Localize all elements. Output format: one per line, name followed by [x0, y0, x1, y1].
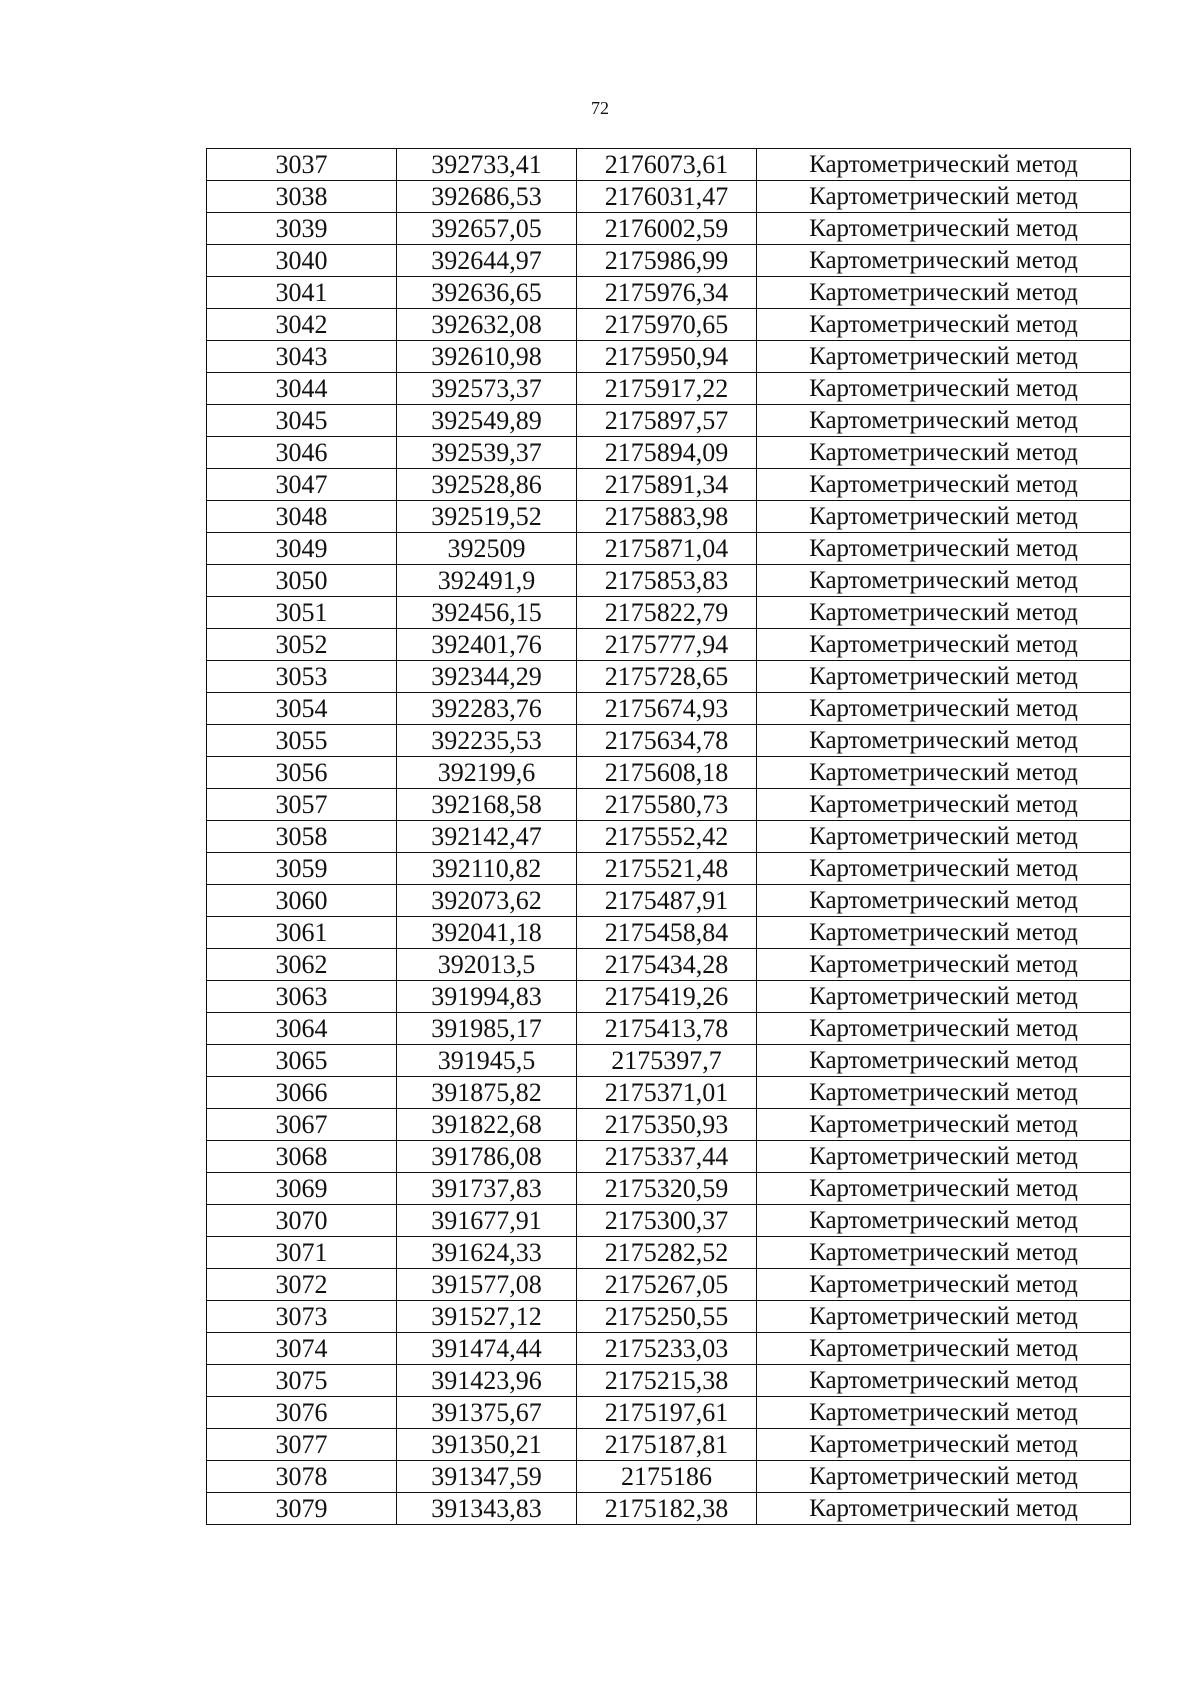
point-number-cell: 3072 — [207, 1269, 397, 1301]
table-row — [207, 757, 1131, 789]
y-coordinate-cell: 2176002,59 — [577, 213, 757, 245]
x-coordinate-cell: 392013,5 — [397, 949, 577, 981]
method-cell: Картометрический метод — [757, 789, 1131, 821]
method-cell: Картометрический метод — [757, 149, 1131, 181]
method-cell: Картометрический метод — [757, 981, 1131, 1013]
x-coordinate-cell: 391624,33 — [397, 1237, 577, 1269]
y-coordinate-cell: 2175487,91 — [577, 885, 757, 917]
point-number-cell: 3078 — [207, 1461, 397, 1493]
point-number-cell: 3056 — [207, 757, 397, 789]
x-coordinate-cell: 392491,9 — [397, 565, 577, 597]
method-cell: Картометрический метод — [757, 757, 1131, 789]
point-number-cell: 3066 — [207, 1077, 397, 1109]
method-cell: Картометрический метод — [757, 277, 1131, 309]
method-cell: Картометрический метод — [757, 1205, 1131, 1237]
x-coordinate-cell: 392509 — [397, 533, 577, 565]
table-row — [207, 405, 1131, 437]
x-coordinate-cell: 391350,21 — [397, 1429, 577, 1461]
table-row — [207, 917, 1131, 949]
y-coordinate-cell: 2175580,73 — [577, 789, 757, 821]
method-cell: Картометрический метод — [757, 309, 1131, 341]
table-body — [207, 149, 1131, 1525]
point-number-cell: 3076 — [207, 1397, 397, 1429]
y-coordinate-cell: 2175282,52 — [577, 1237, 757, 1269]
x-coordinate-cell: 391527,12 — [397, 1301, 577, 1333]
point-number-cell: 3057 — [207, 789, 397, 821]
table-row — [207, 245, 1131, 277]
x-coordinate-cell: 391343,83 — [397, 1493, 577, 1525]
point-number-cell: 3077 — [207, 1429, 397, 1461]
method-cell: Картометрический метод — [757, 1301, 1131, 1333]
y-coordinate-cell: 2175320,59 — [577, 1173, 757, 1205]
point-number-cell: 3071 — [207, 1237, 397, 1269]
x-coordinate-cell: 392528,86 — [397, 469, 577, 501]
y-coordinate-cell: 2175215,38 — [577, 1365, 757, 1397]
point-number-cell: 3049 — [207, 533, 397, 565]
method-cell: Картометрический метод — [757, 213, 1131, 245]
point-number-cell: 3037 — [207, 149, 397, 181]
y-coordinate-cell: 2175728,65 — [577, 661, 757, 693]
y-coordinate-cell: 2175371,01 — [577, 1077, 757, 1109]
point-number-cell: 3064 — [207, 1013, 397, 1045]
point-number-cell: 3058 — [207, 821, 397, 853]
point-number-cell: 3063 — [207, 981, 397, 1013]
method-cell: Картометрический метод — [757, 1269, 1131, 1301]
y-coordinate-cell: 2176073,61 — [577, 149, 757, 181]
y-coordinate-cell: 2175897,57 — [577, 405, 757, 437]
x-coordinate-cell: 392733,41 — [397, 149, 577, 181]
table-row — [207, 469, 1131, 501]
method-cell: Картометрический метод — [757, 597, 1131, 629]
method-cell: Картометрический метод — [757, 917, 1131, 949]
table-row — [207, 533, 1131, 565]
point-number-cell: 3070 — [207, 1205, 397, 1237]
table-row — [207, 373, 1131, 405]
point-number-cell: 3055 — [207, 725, 397, 757]
table-row — [207, 181, 1131, 213]
table-row — [207, 1173, 1131, 1205]
table-row — [207, 853, 1131, 885]
table-row — [207, 1045, 1131, 1077]
method-cell: Картометрический метод — [757, 1461, 1131, 1493]
y-coordinate-cell: 2175521,48 — [577, 853, 757, 885]
x-coordinate-cell: 391423,96 — [397, 1365, 577, 1397]
method-cell: Картометрический метод — [757, 1493, 1131, 1525]
point-number-cell: 3061 — [207, 917, 397, 949]
x-coordinate-cell: 392632,08 — [397, 309, 577, 341]
table-row — [207, 1141, 1131, 1173]
x-coordinate-cell: 392041,18 — [397, 917, 577, 949]
table-row — [207, 149, 1131, 181]
method-cell: Картометрический метод — [757, 1237, 1131, 1269]
y-coordinate-cell: 2175674,93 — [577, 693, 757, 725]
y-coordinate-cell: 2175976,34 — [577, 277, 757, 309]
y-coordinate-cell: 2175233,03 — [577, 1333, 757, 1365]
y-coordinate-cell: 2175434,28 — [577, 949, 757, 981]
y-coordinate-cell: 2175917,22 — [577, 373, 757, 405]
x-coordinate-cell: 392235,53 — [397, 725, 577, 757]
table-row — [207, 1237, 1131, 1269]
point-number-cell: 3079 — [207, 1493, 397, 1525]
point-number-cell: 3069 — [207, 1173, 397, 1205]
y-coordinate-cell: 2175300,37 — [577, 1205, 757, 1237]
method-cell: Картометрический метод — [757, 1429, 1131, 1461]
point-number-cell: 3044 — [207, 373, 397, 405]
point-number-cell: 3045 — [207, 405, 397, 437]
point-number-cell: 3048 — [207, 501, 397, 533]
table-row — [207, 1429, 1131, 1461]
method-cell: Картометрический метод — [757, 853, 1131, 885]
y-coordinate-cell: 2175458,84 — [577, 917, 757, 949]
y-coordinate-cell: 2175822,79 — [577, 597, 757, 629]
method-cell: Картометрический метод — [757, 1365, 1131, 1397]
point-number-cell: 3053 — [207, 661, 397, 693]
y-coordinate-cell: 2175187,81 — [577, 1429, 757, 1461]
method-cell: Картометрический метод — [757, 469, 1131, 501]
table-row — [207, 949, 1131, 981]
table-row — [207, 437, 1131, 469]
table-row — [207, 1333, 1131, 1365]
y-coordinate-cell: 2175250,55 — [577, 1301, 757, 1333]
point-number-cell: 3074 — [207, 1333, 397, 1365]
table-row — [207, 597, 1131, 629]
method-cell: Картометрический метод — [757, 533, 1131, 565]
y-coordinate-cell: 2175413,78 — [577, 1013, 757, 1045]
table-row — [207, 981, 1131, 1013]
y-coordinate-cell: 2175986,99 — [577, 245, 757, 277]
table-row — [207, 1301, 1131, 1333]
y-coordinate-cell: 2175777,94 — [577, 629, 757, 661]
point-number-cell: 3046 — [207, 437, 397, 469]
y-coordinate-cell: 2175853,83 — [577, 565, 757, 597]
method-cell: Картометрический метод — [757, 437, 1131, 469]
method-cell: Картометрический метод — [757, 341, 1131, 373]
point-number-cell: 3051 — [207, 597, 397, 629]
x-coordinate-cell: 391875,82 — [397, 1077, 577, 1109]
point-number-cell: 3065 — [207, 1045, 397, 1077]
x-coordinate-cell: 392610,98 — [397, 341, 577, 373]
y-coordinate-cell: 2175337,44 — [577, 1141, 757, 1173]
x-coordinate-cell: 392644,97 — [397, 245, 577, 277]
page-number: 72 — [591, 98, 609, 118]
method-cell: Картометрический метод — [757, 1013, 1131, 1045]
method-cell: Картометрический метод — [757, 885, 1131, 917]
x-coordinate-cell: 392110,82 — [397, 853, 577, 885]
method-cell: Картометрический метод — [757, 1333, 1131, 1365]
x-coordinate-cell: 391347,59 — [397, 1461, 577, 1493]
table-row — [207, 821, 1131, 853]
table-row — [207, 1109, 1131, 1141]
table-row — [207, 1269, 1131, 1301]
table-row — [207, 277, 1131, 309]
y-coordinate-cell: 2175397,7 — [577, 1045, 757, 1077]
x-coordinate-cell: 392283,76 — [397, 693, 577, 725]
y-coordinate-cell: 2175608,18 — [577, 757, 757, 789]
method-cell: Картометрический метод — [757, 821, 1131, 853]
table-row — [207, 661, 1131, 693]
method-cell: Картометрический метод — [757, 693, 1131, 725]
table-row — [207, 789, 1131, 821]
coordinates-table — [206, 148, 1131, 1525]
x-coordinate-cell: 392636,65 — [397, 277, 577, 309]
method-cell: Картометрический метод — [757, 725, 1131, 757]
x-coordinate-cell: 392686,53 — [397, 181, 577, 213]
x-coordinate-cell: 391786,08 — [397, 1141, 577, 1173]
x-coordinate-cell: 392456,15 — [397, 597, 577, 629]
table-row — [207, 1493, 1131, 1525]
x-coordinate-cell: 392073,62 — [397, 885, 577, 917]
point-number-cell: 3073 — [207, 1301, 397, 1333]
point-number-cell: 3039 — [207, 213, 397, 245]
method-cell: Картометрический метод — [757, 405, 1131, 437]
point-number-cell: 3062 — [207, 949, 397, 981]
x-coordinate-cell: 392344,29 — [397, 661, 577, 693]
method-cell: Картометрический метод — [757, 1173, 1131, 1205]
point-number-cell: 3043 — [207, 341, 397, 373]
point-number-cell: 3050 — [207, 565, 397, 597]
method-cell: Картометрический метод — [757, 1397, 1131, 1429]
point-number-cell: 3067 — [207, 1109, 397, 1141]
x-coordinate-cell: 391737,83 — [397, 1173, 577, 1205]
x-coordinate-cell: 392142,47 — [397, 821, 577, 853]
point-number-cell: 3060 — [207, 885, 397, 917]
table-row — [207, 1013, 1131, 1045]
table-row — [207, 1365, 1131, 1397]
x-coordinate-cell: 392199,6 — [397, 757, 577, 789]
table-row — [207, 725, 1131, 757]
x-coordinate-cell: 392573,37 — [397, 373, 577, 405]
x-coordinate-cell: 392401,76 — [397, 629, 577, 661]
y-coordinate-cell: 2175894,09 — [577, 437, 757, 469]
y-coordinate-cell: 2175883,98 — [577, 501, 757, 533]
y-coordinate-cell: 2175419,26 — [577, 981, 757, 1013]
method-cell: Картометрический метод — [757, 181, 1131, 213]
method-cell: Картометрический метод — [757, 629, 1131, 661]
method-cell: Картометрический метод — [757, 1109, 1131, 1141]
y-coordinate-cell: 2175891,34 — [577, 469, 757, 501]
point-number-cell: 3075 — [207, 1365, 397, 1397]
x-coordinate-cell: 391985,17 — [397, 1013, 577, 1045]
y-coordinate-cell: 2175552,42 — [577, 821, 757, 853]
y-coordinate-cell: 2175634,78 — [577, 725, 757, 757]
table-row — [207, 885, 1131, 917]
x-coordinate-cell: 392519,52 — [397, 501, 577, 533]
table-row — [207, 1205, 1131, 1237]
x-coordinate-cell: 391994,83 — [397, 981, 577, 1013]
table-row — [207, 565, 1131, 597]
point-number-cell: 3038 — [207, 181, 397, 213]
point-number-cell: 3047 — [207, 469, 397, 501]
x-coordinate-cell: 392539,37 — [397, 437, 577, 469]
method-cell: Картометрический метод — [757, 949, 1131, 981]
method-cell: Картометрический метод — [757, 1077, 1131, 1109]
point-number-cell: 3042 — [207, 309, 397, 341]
y-coordinate-cell: 2175871,04 — [577, 533, 757, 565]
y-coordinate-cell: 2175950,94 — [577, 341, 757, 373]
y-coordinate-cell: 2175197,61 — [577, 1397, 757, 1429]
method-cell: Картометрический метод — [757, 565, 1131, 597]
x-coordinate-cell: 391945,5 — [397, 1045, 577, 1077]
table-row — [207, 309, 1131, 341]
method-cell: Картометрический метод — [757, 661, 1131, 693]
table-row — [207, 1077, 1131, 1109]
x-coordinate-cell: 392657,05 — [397, 213, 577, 245]
table-row — [207, 341, 1131, 373]
y-coordinate-cell: 2175350,93 — [577, 1109, 757, 1141]
x-coordinate-cell: 391577,08 — [397, 1269, 577, 1301]
y-coordinate-cell: 2175970,65 — [577, 309, 757, 341]
x-coordinate-cell: 391474,44 — [397, 1333, 577, 1365]
table-row — [207, 629, 1131, 661]
table-row — [207, 213, 1131, 245]
table-row — [207, 501, 1131, 533]
table-row — [207, 1461, 1131, 1493]
x-coordinate-cell: 391677,91 — [397, 1205, 577, 1237]
table-row — [207, 1397, 1131, 1429]
point-number-cell: 3054 — [207, 693, 397, 725]
method-cell: Картометрический метод — [757, 373, 1131, 405]
method-cell: Картометрический метод — [757, 245, 1131, 277]
y-coordinate-cell: 2175186 — [577, 1461, 757, 1493]
y-coordinate-cell: 2175182,38 — [577, 1493, 757, 1525]
table-row — [207, 693, 1131, 725]
point-number-cell: 3059 — [207, 853, 397, 885]
method-cell: Картометрический метод — [757, 1045, 1131, 1077]
point-number-cell: 3041 — [207, 277, 397, 309]
point-number-cell: 3052 — [207, 629, 397, 661]
point-number-cell: 3040 — [207, 245, 397, 277]
method-cell: Картометрический метод — [757, 1141, 1131, 1173]
x-coordinate-cell: 391375,67 — [397, 1397, 577, 1429]
x-coordinate-cell: 392168,58 — [397, 789, 577, 821]
y-coordinate-cell: 2175267,05 — [577, 1269, 757, 1301]
y-coordinate-cell: 2176031,47 — [577, 181, 757, 213]
method-cell: Картометрический метод — [757, 501, 1131, 533]
x-coordinate-cell: 392549,89 — [397, 405, 577, 437]
x-coordinate-cell: 391822,68 — [397, 1109, 577, 1141]
point-number-cell: 3068 — [207, 1141, 397, 1173]
